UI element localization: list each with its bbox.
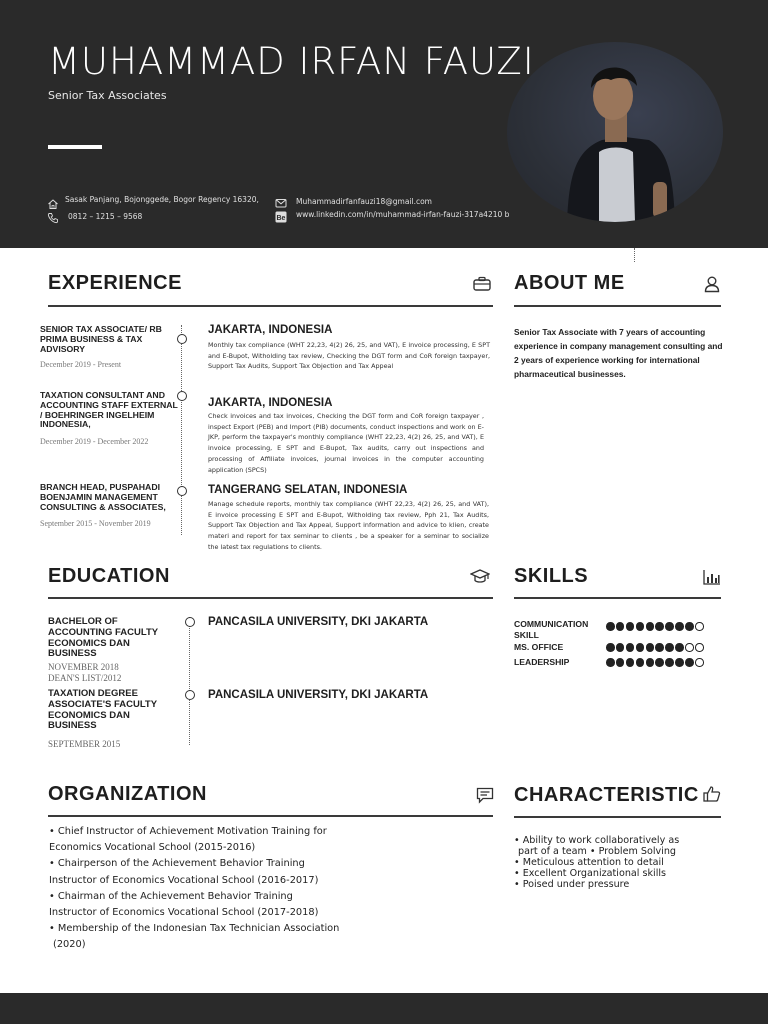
characteristic-rule [514,816,721,818]
svg-text:Be: Be [276,215,286,222]
skill-dot-empty [695,643,704,652]
experience-rule [48,305,493,307]
skill-dot-filled [616,622,625,631]
organization-list [49,824,339,954]
phone-icon [47,212,59,224]
skill-dot-filled [646,658,655,667]
education-rule [48,597,493,599]
chat-icon [475,786,495,804]
briefcase-icon [472,275,492,293]
phone-text: 0812 – 1215 – 9568 [68,212,143,221]
job-dates: December 2019 - December 2022 [40,437,149,446]
skill-dot-filled [636,643,645,652]
footer-bar [0,993,768,1024]
skill-dot-filled [665,622,674,631]
organization-rule [48,815,493,817]
job-location: JAKARTA, INDONESIA [208,397,333,409]
job-description: Check invoices and tax invoices, Checking the DGT form and CoR foreign taxpayer , inspect Export (PEB) and Import (PIB) documents, conduct inspections and work on E-JKP, perform the taxpayer's monthly compliance (WHT 22,23, 4(2) 26, 25, and VAT), E invoice processing, E SPT and E-Bupot, Tax audits, carry out inspections and processing of Affiliate invoices, journal invoices in the computer accounting application (SPCS) [208,412,484,474]
job-location: TANGERANG SELATAN, INDONESIA [208,484,408,496]
organization-line: • Chairman of the Achievement Behavior Training [49,890,293,902]
characteristic-line: • Meticulous attention to detail [514,857,664,868]
timeline-dot [185,617,195,627]
skill-dot-filled [626,643,635,652]
skill-label: MS. OFFICE [514,642,564,652]
education-heading: EDUCATION [48,565,170,587]
job-description: Manage schedule reports, monthly tax compliance (WHT 22,23, 4(2) 26, 25, and VAT), E invoice processing E SPT and E-Bupot, Witholding tax review, Pph 21, Tax Audits, Support Tax Objection and Tax Appeal, Support information and advice to klien, create materi and report for tax seminar to clients , be a speaker for a seminar to socialize the latest tax regulations to clients. [208,500,489,551]
degree-date: SEPTEMBER 2015 [48,739,121,749]
user-icon [702,275,722,293]
skill-dot-filled [626,622,635,631]
skill-dot-filled [636,658,645,667]
candidate-name: MUHAMMAD IRFAN FAUZI [48,40,535,83]
skills-rule [514,597,721,599]
degree-title: BACHELOR OF ACCOUNTING FACULTY ECONOMICS DAN BUSINESS [48,616,158,660]
skill-dot-filled [685,622,694,631]
skill-dot-filled [646,643,655,652]
skill-dot-filled [675,643,684,652]
mail-icon [275,197,287,209]
skill-dot-empty [685,643,694,652]
about-rule [514,305,721,307]
skill-dot-filled [606,658,615,667]
header-banner [0,0,768,248]
skill-dot-empty [695,658,704,667]
skill-dot-filled [685,658,694,667]
candidate-role: Senior Tax Associates [48,89,167,102]
skill-dot-filled [655,643,664,652]
linkedin-icon [275,211,287,223]
timeline-dot [177,486,187,496]
organization-line: Economics Vocational School (2015-2016) [49,842,256,854]
characteristic-line: • Ability to work collaboratively as [514,835,680,846]
organization-line: (2020) [53,939,86,951]
degree-honor: DEAN'S LIST/2012 [48,673,122,683]
skill-label: LEADERSHIP [514,657,570,667]
address-text: Sasak Panjang, Bojonggede, Bogor Regency 16320, [65,195,259,204]
skill-dot-filled [675,658,684,667]
education-timeline [189,617,190,745]
skill-dot-filled [665,643,674,652]
organization-line: • Chief Instructor of Achievement Motivation Training for [49,826,327,837]
about-text: Senior Tax Associate with 7 years of accounting experience in company management consulting and 2 years of experience working for international pharmaceutical businesses. [514,327,723,379]
characteristic-line: part of a team • Problem Solving [518,846,677,857]
skill-dot-filled [655,658,664,667]
timeline-dot [177,391,187,401]
graduation-cap-icon [470,568,490,586]
linkedin-text[interactable]: www.linkedin.com/in/muhammad-irfan-fauzi-317a4210 b [296,210,510,219]
skill-dot-filled [646,622,655,631]
school-name: PANCASILA UNIVERSITY, DKI JAKARTA [208,616,429,628]
experience-heading: EXPERIENCE [48,272,182,294]
degree-date: NOVEMBER 2018 [48,662,119,672]
characteristic-list [514,835,679,890]
organization-heading: ORGANIZATION [48,783,207,805]
skill-dot-filled [626,658,635,667]
job-title: TAXATION CONSULTANT AND ACCOUNTING STAFF EXTERNAL / BOEHRINGER INGELHEIM INDONESIA, [40,390,178,430]
job-dates: December 2019 - Present [40,360,122,369]
skill-dot-filled [616,643,625,652]
skill-label: COMMUNICATION SKILL [514,619,589,640]
skill-dot-filled [636,622,645,631]
skill-rating [606,622,704,631]
header-divider [48,145,102,149]
characteristic-line: • Excellent Organizational skills [514,868,667,879]
job-location: JAKARTA, INDONESIA [208,324,333,336]
skill-dot-filled [606,622,615,631]
organization-line: • Membership of the Indonesian Tax Technician Association [49,923,340,935]
timeline-dot [185,690,195,700]
skill-dot-filled [606,643,615,652]
timeline-dot [177,334,187,344]
home-icon [47,198,59,210]
organization-line: Instructor of Economics Vocational School (2017-2018) [49,907,319,919]
about-heading: ABOUT ME [514,272,625,294]
characteristic-heading: CHARACTERISTIC [514,784,699,806]
skill-rating [606,643,704,652]
degree-title: TAXATION DEGREE ASSOCIATE'S FACULTY ECONOMICS DAN BUSINESS [48,688,157,732]
bar-chart-icon [702,568,722,586]
job-dates: September 2015 - November 2019 [40,519,151,528]
thumbs-up-icon [702,785,722,803]
characteristic-line: • Poised under pressure [514,879,630,890]
experience-timeline [181,325,182,535]
profile-photo [507,42,723,222]
skill-dot-filled [655,622,664,631]
organization-line: Instructor of Economics Vocational School (2016-2017) [49,874,319,886]
skill-dot-filled [665,658,674,667]
organization-line: • Chairperson of the Achievement Behavior Training [49,858,305,870]
email-text[interactable]: Muhammadirfanfauzi18@gmail.com [296,197,432,206]
header-connector [634,248,635,262]
skill-rating [606,658,704,667]
job-description: Monthly tax compliance (WHT 22,23, 4(2) 26, 25, and VAT), E invoice processing, E SPT and E-Bupot, Witholding tax review, Checking the DGT form and CoR foreign taxpayer, Support Tax Audits, Support Tax Objection and Tax Appeal [208,341,490,371]
skills-heading: SKILLS [514,565,589,587]
skill-dot-filled [675,622,684,631]
skill-dot-empty [695,622,704,631]
job-title: SENIOR TAX ASSOCIATE/ RB PRIMA BUSINESS & TAX ADVISORY [40,324,162,354]
job-title: BRANCH HEAD, PUSPAHADI BOENJAMIN MANAGEMENT CONSULTING & ASSOCIATES, [40,482,166,512]
school-name: PANCASILA UNIVERSITY, DKI JAKARTA [208,689,429,701]
skill-dot-filled [616,658,625,667]
